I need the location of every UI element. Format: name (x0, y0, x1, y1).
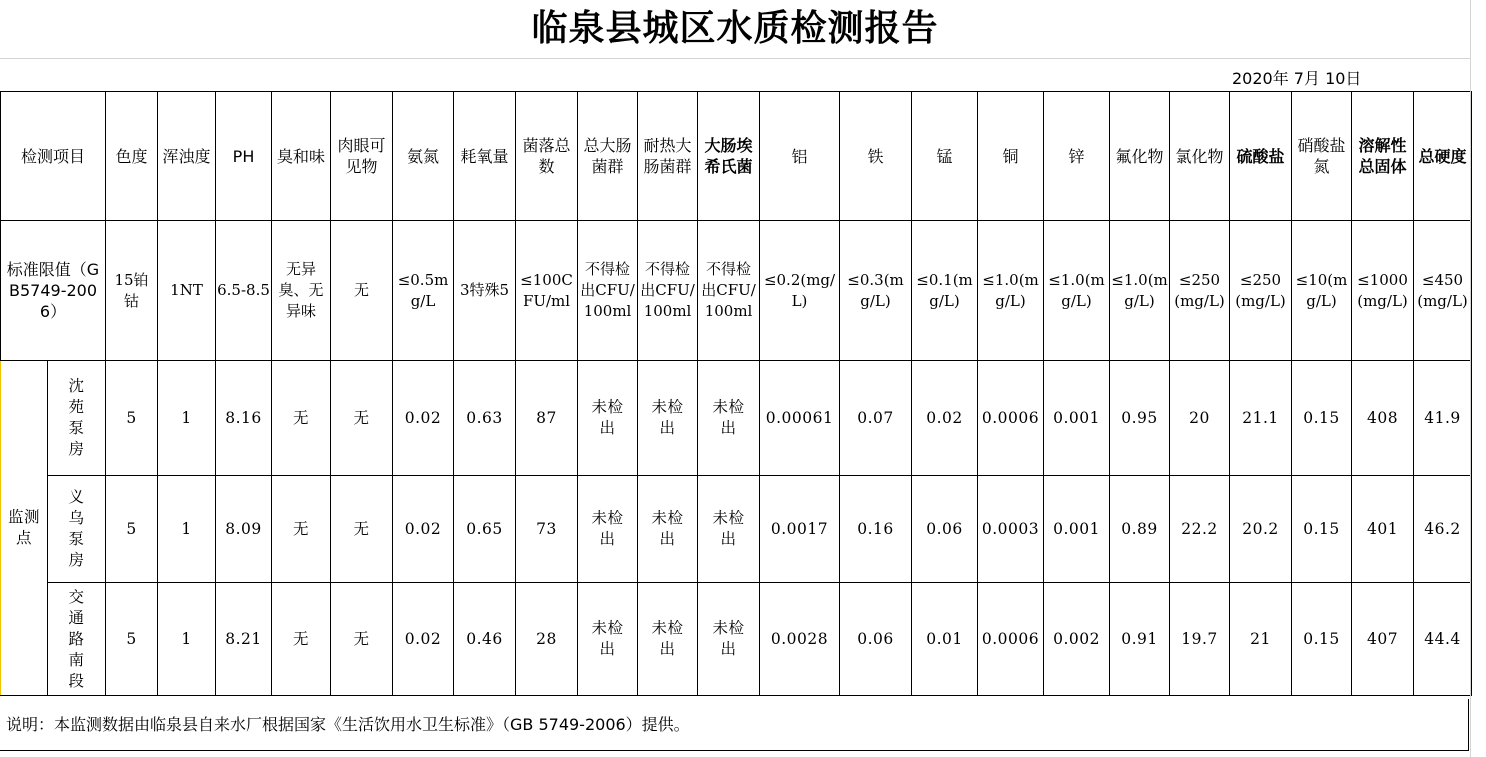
site-value: 0.001 (1044, 476, 1110, 583)
site-value: 408 (1352, 361, 1414, 476)
site-value: 20.2 (1230, 476, 1292, 583)
standard-value: 不得检出CFU/100ml (698, 221, 760, 361)
column-header: 菌落总数 (516, 92, 578, 221)
site-value: 0.0003 (978, 476, 1044, 583)
column-header: 浑浊度 (158, 92, 216, 221)
standard-value: ≤0.2(mg/L) (760, 221, 840, 361)
column-header: 氨氮 (393, 92, 454, 221)
column-header: 色度 (106, 92, 158, 221)
site-value: 22.2 (1170, 476, 1230, 583)
column-header: 耐热大肠菌群 (638, 92, 698, 221)
report-title: 临泉县城区水质检测报告 (531, 8, 939, 49)
standard-value: ≤100CFU/ml (516, 221, 578, 361)
site-value: 0.15 (1292, 583, 1352, 696)
site-value: 0.0006 (978, 583, 1044, 696)
date-row (0, 58, 1470, 92)
report-date: 2020年 7月 10日 (1232, 69, 1362, 88)
site-value: 0.65 (454, 476, 516, 583)
monitoring-point-label: 监测点 (1, 361, 48, 696)
column-header: PH (216, 92, 272, 221)
site-value: 0.89 (1110, 476, 1170, 583)
site-row (1, 361, 1472, 476)
site-value: 401 (1352, 476, 1414, 583)
site-value: 73 (516, 476, 578, 583)
site-value: 无 (331, 476, 393, 583)
column-header: 肉眼可见物 (331, 92, 393, 221)
column-header: 硫酸盐 (1230, 92, 1292, 221)
site-value: 0.91 (1110, 583, 1170, 696)
site-value: 5 (106, 361, 158, 476)
standard-label: 标准限值（GB5749-2006） (1, 221, 106, 361)
site-value: 未检出 (698, 583, 760, 696)
standard-value: 无 (331, 221, 393, 361)
column-header: 氯化物 (1170, 92, 1230, 221)
site-value: 1 (158, 361, 216, 476)
site-value: 1 (158, 476, 216, 583)
column-header: 铜 (978, 92, 1044, 221)
site-value: 5 (106, 476, 158, 583)
site-value: 0.06 (912, 476, 978, 583)
site-value: 0.002 (1044, 583, 1110, 696)
column-header: 溶解性总固体 (1352, 92, 1414, 221)
water-quality-table (0, 91, 1472, 696)
site-value: 0.01 (912, 583, 978, 696)
site-value: 407 (1352, 583, 1414, 696)
site-value: 无 (272, 583, 331, 696)
site-value: 0.07 (840, 361, 912, 476)
site-value: 8.09 (216, 476, 272, 583)
standard-value: 不得检出CFU/100ml (638, 221, 698, 361)
site-value: 46.2 (1414, 476, 1472, 583)
column-header: 铝 (760, 92, 840, 221)
site-value: 0.06 (840, 583, 912, 696)
site-value: 5 (106, 583, 158, 696)
standard-value: 不得检出CFU/100ml (578, 221, 638, 361)
site-value: 0.15 (1292, 361, 1352, 476)
site-value: 未检出 (638, 361, 698, 476)
standard-value: 6.5-8.5 (216, 221, 272, 361)
standard-value: ≤1000(mg/L) (1352, 221, 1414, 361)
site-value: 0.15 (1292, 476, 1352, 583)
site-value: 8.16 (216, 361, 272, 476)
site-value: 21.1 (1230, 361, 1292, 476)
site-value: 87 (516, 361, 578, 476)
site-value: 0.16 (840, 476, 912, 583)
site-value: 20 (1170, 361, 1230, 476)
site-value: 无 (272, 476, 331, 583)
column-header: 锌 (1044, 92, 1110, 221)
standard-value: 3特殊5 (454, 221, 516, 361)
site-value: 0.00061 (760, 361, 840, 476)
column-header: 硝酸盐氮 (1292, 92, 1352, 221)
site-row (1, 583, 1472, 696)
column-header: 氟化物 (1110, 92, 1170, 221)
site-value: 未检出 (578, 476, 638, 583)
site-value: 未检出 (578, 583, 638, 696)
standard-value: ≤1.0(mg/L) (1110, 221, 1170, 361)
site-value: 41.9 (1414, 361, 1472, 476)
column-header: 耗氧量 (454, 92, 516, 221)
site-value: 未检出 (578, 361, 638, 476)
standard-value: 15铂钴 (106, 221, 158, 361)
site-value: 8.21 (216, 583, 272, 696)
column-header: 总硬度 (1414, 92, 1472, 221)
standard-value: ≤450(mg/L) (1414, 221, 1472, 361)
site-name: 沈苑泵房 (48, 361, 106, 476)
site-value: 无 (331, 583, 393, 696)
site-value: 0.46 (454, 583, 516, 696)
site-value: 0.95 (1110, 361, 1170, 476)
site-name: 义乌泵房 (48, 476, 106, 583)
header-row (1, 92, 1472, 221)
standard-value: ≤250(mg/L) (1230, 221, 1292, 361)
spreadsheet-gridline (1470, 0, 1486, 757)
site-value: 未检出 (698, 476, 760, 583)
site-value: 44.4 (1414, 583, 1472, 696)
site-value: 无 (331, 361, 393, 476)
standard-value: 无异臭、无异味 (272, 221, 331, 361)
standard-row (1, 221, 1472, 361)
footnote: 说明：本监测数据由临泉县自来水厂根据国家《生活饮用水卫生标准》（GB 5749-2006）提供。 (0, 699, 1469, 751)
standard-value: ≤0.3(mg/L) (840, 221, 912, 361)
site-value: 21 (1230, 583, 1292, 696)
site-value: 0.02 (393, 361, 454, 476)
standard-value: ≤1.0(mg/L) (1044, 221, 1110, 361)
site-value: 28 (516, 583, 578, 696)
column-header: 大肠埃希氏菌 (698, 92, 760, 221)
header-item-label: 检测项目 (1, 92, 106, 221)
site-value: 0.001 (1044, 361, 1110, 476)
site-value: 0.0006 (978, 361, 1044, 476)
site-value: 0.0028 (760, 583, 840, 696)
standard-value: ≤10(mg/L) (1292, 221, 1352, 361)
site-value: 未检出 (638, 476, 698, 583)
site-value: 0.63 (454, 361, 516, 476)
site-value: 0.0017 (760, 476, 840, 583)
column-header: 总大肠菌群 (578, 92, 638, 221)
site-value: 1 (158, 583, 216, 696)
site-value: 0.02 (393, 476, 454, 583)
site-name: 交通路南段 (48, 583, 106, 696)
site-row (1, 476, 1472, 583)
site-value: 未检出 (638, 583, 698, 696)
site-value: 19.7 (1170, 583, 1230, 696)
column-header: 锰 (912, 92, 978, 221)
column-header: 臭和味 (272, 92, 331, 221)
site-value: 未检出 (698, 361, 760, 476)
standard-value: 1NT (158, 221, 216, 361)
standard-value: ≤1.0(mg/L) (978, 221, 1044, 361)
column-header: 铁 (840, 92, 912, 221)
standard-value: ≤250(mg/L) (1170, 221, 1230, 361)
site-value: 无 (272, 361, 331, 476)
site-value: 0.02 (912, 361, 978, 476)
standard-value: ≤0.5mg/L (393, 221, 454, 361)
standard-value: ≤0.1(mg/L) (912, 221, 978, 361)
site-value: 0.02 (393, 583, 454, 696)
